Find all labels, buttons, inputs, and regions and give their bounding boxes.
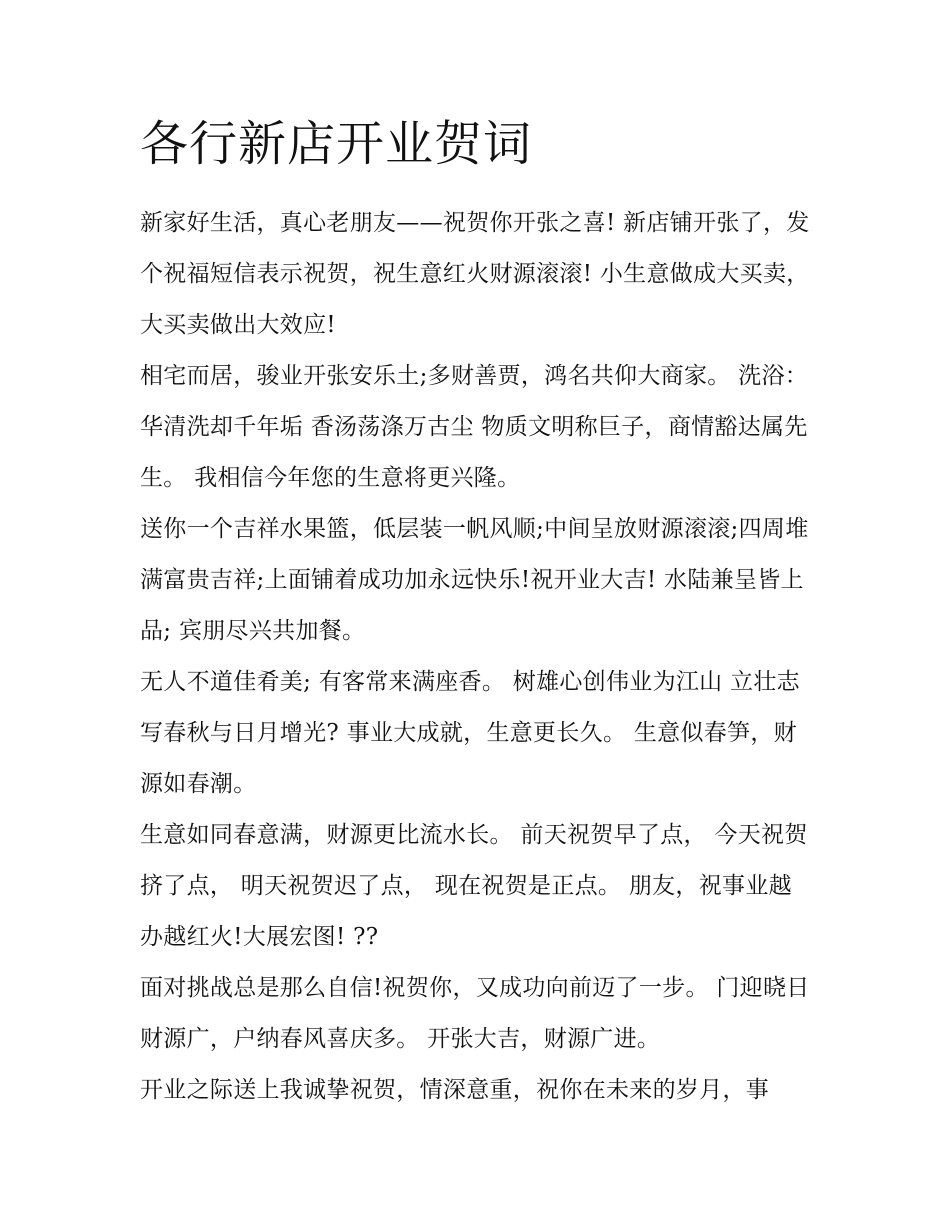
document-body [140, 198, 812, 1116]
paragraph-4: 无人不道佳肴美; 有客常来满座香。 树雄心创伟业为江山 立壮志写春秋与日月增光? 事业大成就，生意更长久。 生意似春笋，财源如春潮。 [140, 669, 800, 797]
paragraph-3: 送你一个吉祥水果篮，低层装一帆风顺;中间呈放财源滚滚;四周堆满富贵吉祥;上面铺着成功加永远快乐!祝开业大吉! 水陆兼呈皆上品; 宾朋尽兴共加餐。 [140, 516, 809, 644]
document-title: 各行新店开业贺词 [140, 116, 533, 172]
paragraph-5: 生意如同春意满，财源更比流水长。 前天祝贺早了点， 今天祝贺挤了点， 明天祝贺迟了点， 现在祝贺是正点。 朋友，祝事业越办越红火!大展宏图! ?? [140, 822, 808, 950]
paragraph-2: 相宅而居，骏业开张安乐土;多财善贾，鸿名共仰大商家。 洗浴： 华清洗却千年垢 香汤荡涤万古尘 物质文明称巨子，商情豁达属先生。 我相信今年您的生意将更兴隆。 [140, 363, 809, 491]
paragraph-1: 新家好生活，真心老朋友——祝贺你开张之喜! 新店铺开张了，发个祝福短信表示祝贺，祝生意红火财源滚滚! 小生意做成大买卖，大买卖做出大效应! [140, 210, 810, 338]
paragraph-6: 面对挑战总是那么自信!祝贺你，又成功向前迈了一步。 门迎晓日财源广，户纳春风喜庆多。 开张大吉，财源广进。 [140, 975, 810, 1052]
paragraph-7: 开业之际送上我诚挚祝贺，情深意重，祝你在未来的岁月，事 [140, 1077, 770, 1103]
